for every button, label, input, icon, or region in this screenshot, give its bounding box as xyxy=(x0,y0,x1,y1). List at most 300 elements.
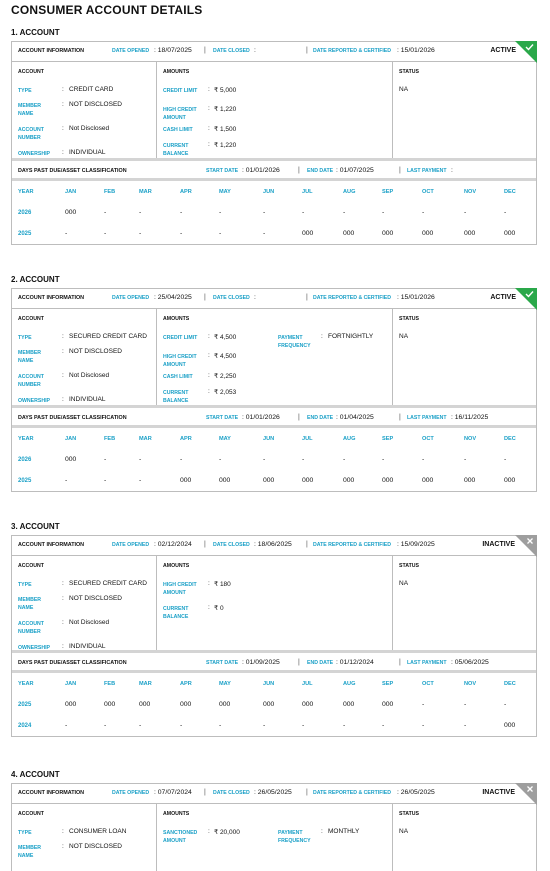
month-header-jul: JUL xyxy=(302,436,313,442)
amounts-column xyxy=(157,804,393,871)
amount-value: ₹ 2,250 xyxy=(214,373,237,380)
dpd-cell: 000 xyxy=(504,722,516,729)
account-info-label: ACCOUNT INFORMATION xyxy=(18,295,85,301)
month-header-dec: DEC xyxy=(504,436,516,442)
date-closed-value: : xyxy=(254,47,256,54)
dpd-cell: 000 xyxy=(422,477,434,484)
month-header-aug: AUG xyxy=(343,436,356,442)
account-card xyxy=(11,535,537,737)
dpd-cell: - xyxy=(422,456,425,463)
active-check-icon xyxy=(515,288,537,310)
amount-label: SANCTIONED AMOUNT xyxy=(163,830,198,844)
dpd-cell: - xyxy=(139,209,142,216)
colon: : xyxy=(208,828,210,835)
ownership-value: INDIVIDUAL xyxy=(69,643,106,650)
separator: | xyxy=(399,659,401,666)
colon: : xyxy=(208,141,210,148)
month-header-oct: OCT xyxy=(422,189,434,195)
dpd-cell: 000 xyxy=(65,701,77,708)
account-number-value: Not Disclosed xyxy=(69,619,110,626)
year-header: YEAR xyxy=(18,681,34,687)
dpd-cell: 000 xyxy=(302,701,314,708)
month-header-may: MAY xyxy=(219,189,231,195)
month-header-dec: DEC xyxy=(504,189,516,195)
status-column xyxy=(393,804,538,871)
account-details-grid xyxy=(12,309,536,408)
amount-label: CURRENT BALANCE xyxy=(163,606,189,620)
dpd-cell: - xyxy=(302,456,305,463)
dpd-cell: - xyxy=(343,209,346,216)
payment-frequency-value: FORTNIGHTLY xyxy=(328,333,374,340)
last-payment-value: : xyxy=(451,167,453,174)
month-header-jun: JUN xyxy=(263,436,275,442)
amount-value: ₹ 20,000 xyxy=(214,829,240,836)
dpd-cell: - xyxy=(104,477,107,484)
month-header-feb: FEB xyxy=(104,681,116,687)
amount-value: ₹ 180 xyxy=(214,581,231,588)
date-opened-label: DATE OPENED xyxy=(112,542,150,548)
amounts-col-heading: AMOUNTS xyxy=(163,811,190,817)
date-closed-value: : xyxy=(254,294,256,301)
amount-label: HIGH CREDIT AMOUNT xyxy=(163,107,197,121)
account-heading: 3. ACCOUNT xyxy=(11,522,60,531)
separator: | xyxy=(204,541,206,548)
year-label: 2025 xyxy=(18,702,32,708)
month-header-apr: APR xyxy=(180,681,192,687)
account-col-heading: ACCOUNT xyxy=(18,563,44,569)
account-details-grid xyxy=(12,62,536,161)
year-label: 2026 xyxy=(18,210,32,216)
ownership-label: OWNERSHIP xyxy=(18,398,50,404)
dpd-cell: 000 xyxy=(382,701,394,708)
status-column xyxy=(393,556,538,650)
account-number-value: Not Disclosed xyxy=(69,372,110,379)
colon: : xyxy=(208,372,210,379)
status-col-heading: STATUS xyxy=(399,316,419,322)
member-name-label: MEMBER NAME xyxy=(18,350,42,364)
month-header-mar: MAR xyxy=(139,189,152,195)
colon: : xyxy=(62,843,64,850)
type-label: TYPE xyxy=(18,335,32,341)
amounts-column xyxy=(157,556,393,650)
amounts-col-heading: AMOUNTS xyxy=(163,316,190,322)
colon: : xyxy=(208,105,210,112)
dpd-cell: 000 xyxy=(104,701,116,708)
date-opened-value: : 25/04/2025 xyxy=(154,294,192,301)
year-label: 2024 xyxy=(18,723,32,729)
month-header-may: MAY xyxy=(219,681,231,687)
dpd-cell: - xyxy=(302,722,305,729)
dpd-cell: - xyxy=(139,477,142,484)
amount-label: CREDIT LIMIT xyxy=(163,88,198,94)
separator: | xyxy=(298,167,300,174)
colon: : xyxy=(208,86,210,93)
separator: | xyxy=(306,541,308,548)
payment-history-table xyxy=(12,673,536,736)
separator: | xyxy=(306,789,308,796)
amounts-column xyxy=(157,62,393,158)
account-column xyxy=(12,309,157,405)
type-value: SECURED CREDIT CARD xyxy=(69,333,147,340)
amount-value: ₹ 4,500 xyxy=(214,334,237,341)
dpd-cell: - xyxy=(464,209,467,216)
active-check-icon xyxy=(515,41,537,63)
dpd-cell: 000 xyxy=(464,230,476,237)
dpd-cell: - xyxy=(382,722,385,729)
type-value: CREDIT CARD xyxy=(69,86,114,93)
colon: : xyxy=(321,828,323,835)
account-status-badge: ACTIVE xyxy=(490,294,516,301)
dpd-cell: - xyxy=(263,722,266,729)
date-opened-value: : 18/07/2025 xyxy=(154,47,192,54)
inactive-close-icon xyxy=(515,783,537,805)
date-opened-label: DATE OPENED xyxy=(112,295,150,301)
dpd-cell: - xyxy=(422,701,425,708)
status-value: NA xyxy=(399,86,409,93)
separator: | xyxy=(306,47,308,54)
colon: : xyxy=(62,828,64,835)
account-info-label: ACCOUNT INFORMATION xyxy=(18,542,85,548)
date-reported-label: DATE REPORTED & CERTIFIED xyxy=(313,48,392,54)
date-closed-label: DATE CLOSED xyxy=(213,48,250,54)
account-column xyxy=(12,804,157,871)
colon: : xyxy=(208,352,210,359)
ownership-value: INDIVIDUAL xyxy=(69,149,106,156)
member-name-label: MEMBER NAME xyxy=(18,845,42,859)
dpd-cell: - xyxy=(263,456,266,463)
date-opened-value: : 07/07/2024 xyxy=(154,789,192,796)
date-reported-label: DATE REPORTED & CERTIFIED xyxy=(313,295,392,301)
page-title: CONSUMER ACCOUNT DETAILS xyxy=(11,3,203,17)
last-payment-value: : 16/11/2025 xyxy=(451,414,489,421)
dpd-cell: 000 xyxy=(65,209,77,216)
account-number-value: Not Disclosed xyxy=(69,125,110,132)
dpd-label: DAYS PAST DUE/ASSET CLASSIFICATION xyxy=(18,660,127,666)
month-header-apr: APR xyxy=(180,436,192,442)
colon: : xyxy=(62,101,64,108)
account-number-label: ACCOUNT NUMBER xyxy=(18,374,44,388)
amounts-col-heading: AMOUNTS xyxy=(163,69,190,75)
amount-value: ₹ 2,053 xyxy=(214,389,237,396)
account-status-badge: INACTIVE xyxy=(482,541,515,548)
start-date-label: START DATE xyxy=(206,168,239,174)
dpd-cell: - xyxy=(464,456,467,463)
status-col-heading: STATUS xyxy=(399,563,419,569)
amounts-col-heading: AMOUNTS xyxy=(163,563,190,569)
ownership-label: OWNERSHIP xyxy=(18,645,50,651)
account-info-label: ACCOUNT INFORMATION xyxy=(18,48,85,54)
last-payment-label: LAST PAYMENT xyxy=(407,168,447,174)
end-date-value: : 01/12/2024 xyxy=(336,659,374,666)
dpd-cell: - xyxy=(382,456,385,463)
dpd-cell: - xyxy=(180,456,183,463)
dpd-cell: - xyxy=(180,722,183,729)
account-card xyxy=(11,288,537,492)
month-header-nov: NOV xyxy=(464,681,477,687)
date-closed-label: DATE CLOSED xyxy=(213,542,250,548)
member-name-label: MEMBER NAME xyxy=(18,103,42,117)
inactive-close-icon xyxy=(515,535,537,557)
colon: : xyxy=(62,86,64,93)
dpd-cell: - xyxy=(219,230,222,237)
date-opened-value: : 02/12/2024 xyxy=(154,541,192,548)
month-header-aug: AUG xyxy=(343,189,356,195)
status-column xyxy=(393,62,538,158)
dpd-cell: - xyxy=(104,209,107,216)
year-label: 2025 xyxy=(18,478,32,484)
account-heading: 4. ACCOUNT xyxy=(11,770,60,779)
dpd-cell: - xyxy=(504,209,507,216)
dpd-cell: - xyxy=(422,722,425,729)
month-header-jul: JUL xyxy=(302,189,313,195)
account-number-label: ACCOUNT NUMBER xyxy=(18,621,44,635)
dpd-cell: 000 xyxy=(219,701,231,708)
separator: | xyxy=(204,294,206,301)
account-info-label: ACCOUNT INFORMATION xyxy=(18,790,85,796)
member-name-value: NOT DISCLOSED xyxy=(69,348,122,355)
date-opened-label: DATE OPENED xyxy=(112,790,150,796)
dpd-cell: - xyxy=(343,722,346,729)
last-payment-label: LAST PAYMENT xyxy=(407,415,447,421)
colon: : xyxy=(62,372,64,379)
month-header-nov: NOV xyxy=(464,436,477,442)
month-header-jun: JUN xyxy=(263,681,275,687)
dpd-cell: - xyxy=(139,456,142,463)
account-number-label: ACCOUNT NUMBER xyxy=(18,127,44,141)
dpd-cell: 000 xyxy=(302,477,314,484)
dpd-cell: 000 xyxy=(65,456,77,463)
account-info-row xyxy=(12,536,536,556)
dpd-cell: - xyxy=(504,701,507,708)
dpd-cell: - xyxy=(382,209,385,216)
colon: : xyxy=(208,125,210,132)
dpd-cell: 000 xyxy=(302,230,314,237)
account-heading: 1. ACCOUNT xyxy=(11,28,60,37)
payment-frequency-label: PAYMENT FREQUENCY xyxy=(278,335,311,349)
start-date-value: : 01/09/2025 xyxy=(242,659,280,666)
dpd-label: DAYS PAST DUE/ASSET CLASSIFICATION xyxy=(18,168,127,174)
month-header-aug: AUG xyxy=(343,681,356,687)
amount-label: CASH LIMIT xyxy=(163,127,193,133)
amount-value: ₹ 1,220 xyxy=(214,106,237,113)
month-header-oct: OCT xyxy=(422,681,434,687)
date-reported-value: : 15/09/2025 xyxy=(397,541,435,548)
account-col-heading: ACCOUNT xyxy=(18,811,44,817)
dpd-cell: 000 xyxy=(219,477,231,484)
date-reported-value: : 15/01/2026 xyxy=(397,294,435,301)
month-header-sep: SEP xyxy=(382,681,394,687)
amount-label: CURRENT BALANCE xyxy=(163,143,189,157)
dpd-cell: - xyxy=(104,456,107,463)
dpd-cell: - xyxy=(180,209,183,216)
date-reported-label: DATE REPORTED & CERTIFIED xyxy=(313,542,392,548)
type-value: SECURED CREDIT CARD xyxy=(69,580,147,587)
separator: | xyxy=(298,414,300,421)
account-column xyxy=(12,62,157,158)
date-closed-value: : 18/06/2025 xyxy=(254,541,292,548)
dpd-cell: 000 xyxy=(382,477,394,484)
dpd-cell: - xyxy=(219,722,222,729)
year-header: YEAR xyxy=(18,189,34,195)
end-date-label: END DATE xyxy=(307,168,334,174)
member-name-value: NOT DISCLOSED xyxy=(69,101,122,108)
dpd-cell: - xyxy=(219,209,222,216)
dpd-cell: - xyxy=(464,722,467,729)
colon: : xyxy=(62,580,64,587)
ownership-label: OWNERSHIP xyxy=(18,151,50,157)
colon: : xyxy=(62,348,64,355)
year-header: YEAR xyxy=(18,436,34,442)
amount-label: CURRENT BALANCE xyxy=(163,390,189,404)
dpd-cell: 000 xyxy=(180,701,192,708)
amount-value: ₹ 1,220 xyxy=(214,142,237,149)
colon: : xyxy=(208,580,210,587)
date-reported-label: DATE REPORTED & CERTIFIED xyxy=(313,790,392,796)
dpd-cell: 000 xyxy=(343,477,355,484)
dpd-cell: 000 xyxy=(343,701,355,708)
dpd-cell: - xyxy=(504,456,507,463)
status-value: NA xyxy=(399,580,409,587)
month-header-jan: JAN xyxy=(65,681,77,687)
date-reported-value: : 15/01/2026 xyxy=(397,47,435,54)
month-header-oct: OCT xyxy=(422,436,434,442)
dpd-label: DAYS PAST DUE/ASSET CLASSIFICATION xyxy=(18,415,127,421)
dpd-row xyxy=(12,161,536,181)
amount-label: HIGH CREDIT AMOUNT xyxy=(163,354,197,368)
status-col-heading: STATUS xyxy=(399,69,419,75)
dpd-cell: 000 xyxy=(464,477,476,484)
dpd-cell: - xyxy=(65,722,68,729)
payment-history-table xyxy=(12,428,536,491)
dpd-cell: - xyxy=(104,722,107,729)
separator: | xyxy=(204,47,206,54)
amounts-column xyxy=(157,309,393,405)
dpd-cell: 000 xyxy=(504,477,516,484)
colon: : xyxy=(208,604,210,611)
separator: | xyxy=(204,789,206,796)
member-name-value: NOT DISCLOSED xyxy=(69,843,122,850)
start-date-value: : 01/01/2026 xyxy=(242,414,280,421)
status-value: NA xyxy=(399,828,409,835)
date-closed-label: DATE CLOSED xyxy=(213,295,250,301)
colon: : xyxy=(62,619,64,626)
dpd-row xyxy=(12,653,536,673)
dpd-cell: - xyxy=(65,230,68,237)
account-column xyxy=(12,556,157,650)
amount-label: CREDIT LIMIT xyxy=(163,335,198,341)
account-details-grid xyxy=(12,804,536,871)
colon: : xyxy=(208,333,210,340)
month-header-nov: NOV xyxy=(464,189,477,195)
dpd-row xyxy=(12,408,536,428)
account-details-grid xyxy=(12,556,536,653)
start-date-value: : 01/01/2026 xyxy=(242,167,280,174)
date-closed-value: : 26/05/2025 xyxy=(254,789,292,796)
amount-label: HIGH CREDIT AMOUNT xyxy=(163,582,197,596)
colon: : xyxy=(62,149,64,156)
separator: | xyxy=(399,414,401,421)
month-header-sep: SEP xyxy=(382,436,394,442)
type-label: TYPE xyxy=(18,88,32,94)
separator: | xyxy=(298,659,300,666)
dpd-cell: - xyxy=(180,230,183,237)
dpd-cell: 000 xyxy=(263,701,275,708)
colon: : xyxy=(62,643,64,650)
type-label: TYPE xyxy=(18,582,32,588)
month-header-apr: APR xyxy=(180,189,192,195)
dpd-cell: - xyxy=(263,209,266,216)
payment-frequency-value: MONTHLY xyxy=(328,828,360,835)
start-date-label: START DATE xyxy=(206,415,239,421)
amount-value: ₹ 1,500 xyxy=(214,126,237,133)
status-value: NA xyxy=(399,333,409,340)
account-info-row xyxy=(12,784,536,804)
ownership-value: INDIVIDUAL xyxy=(69,396,106,403)
month-header-sep: SEP xyxy=(382,189,394,195)
month-header-feb: FEB xyxy=(104,189,116,195)
end-date-value: : 01/07/2025 xyxy=(336,167,374,174)
month-header-jan: JAN xyxy=(65,189,77,195)
dpd-cell: 000 xyxy=(139,701,151,708)
month-header-feb: FEB xyxy=(104,436,116,442)
dpd-cell: - xyxy=(65,477,68,484)
end-date-label: END DATE xyxy=(307,415,334,421)
dpd-cell: - xyxy=(139,722,142,729)
start-date-label: START DATE xyxy=(206,660,239,666)
account-card xyxy=(11,783,537,871)
end-date-value: : 01/04/2025 xyxy=(336,414,374,421)
month-header-jan: JAN xyxy=(65,436,77,442)
colon: : xyxy=(62,125,64,132)
member-name-label: MEMBER NAME xyxy=(18,597,42,611)
dpd-cell: 000 xyxy=(180,477,192,484)
dpd-cell: - xyxy=(263,230,266,237)
month-header-jun: JUN xyxy=(263,189,275,195)
dpd-cell: 000 xyxy=(382,230,394,237)
month-header-may: MAY xyxy=(219,436,231,442)
month-header-jul: JUL xyxy=(302,681,313,687)
month-header-mar: MAR xyxy=(139,681,152,687)
last-payment-value: : 05/06/2025 xyxy=(451,659,489,666)
month-header-dec: DEC xyxy=(504,681,516,687)
colon: : xyxy=(62,396,64,403)
date-opened-label: DATE OPENED xyxy=(112,48,150,54)
dpd-cell: 000 xyxy=(263,477,275,484)
account-col-heading: ACCOUNT xyxy=(18,316,44,322)
type-label: TYPE xyxy=(18,830,32,836)
account-info-row xyxy=(12,289,536,309)
dpd-cell: - xyxy=(343,456,346,463)
colon: : xyxy=(321,333,323,340)
dpd-cell: - xyxy=(104,230,107,237)
amount-value: ₹ 5,000 xyxy=(214,87,237,94)
amount-value: ₹ 0 xyxy=(214,605,224,612)
dpd-cell: - xyxy=(139,230,142,237)
dpd-cell: 000 xyxy=(422,230,434,237)
payment-frequency-label: PAYMENT FREQUENCY xyxy=(278,830,311,844)
colon: : xyxy=(208,388,210,395)
separator: | xyxy=(399,167,401,174)
member-name-value: NOT DISCLOSED xyxy=(69,595,122,602)
dpd-cell: 000 xyxy=(343,230,355,237)
year-label: 2025 xyxy=(18,231,32,237)
account-card xyxy=(11,41,537,245)
dpd-cell: 000 xyxy=(504,230,516,237)
account-info-row xyxy=(12,42,536,62)
colon: : xyxy=(62,333,64,340)
account-col-heading: ACCOUNT xyxy=(18,69,44,75)
dpd-cell: - xyxy=(302,209,305,216)
